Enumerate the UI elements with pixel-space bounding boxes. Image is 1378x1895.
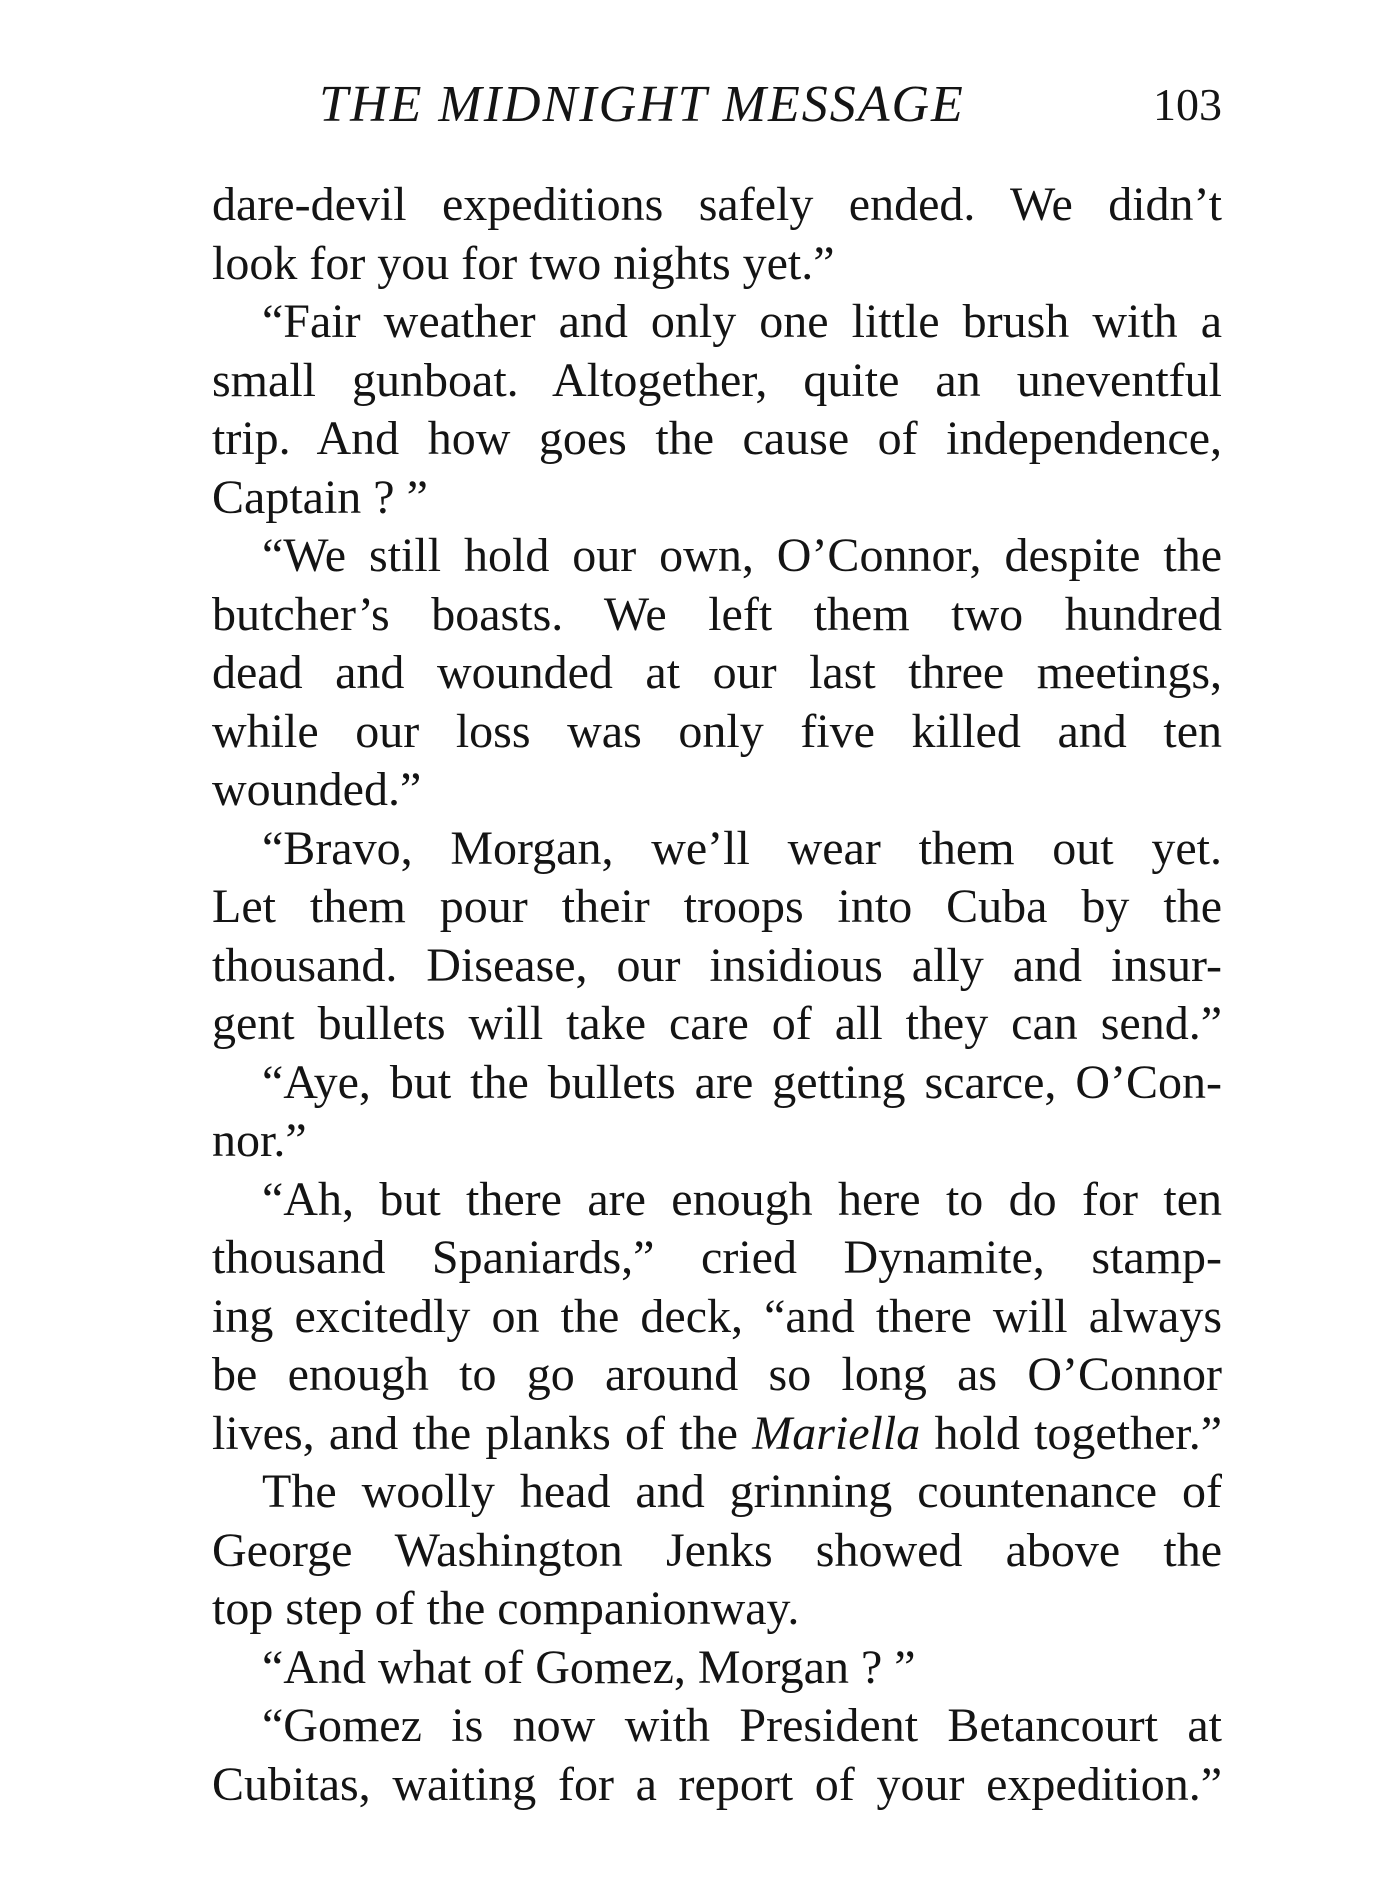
- text-line: top step of the companionway.: [212, 1582, 800, 1635]
- text-line: while our loss was only five killed and ten: [212, 704, 1222, 758]
- text-line: nor.”: [212, 1114, 307, 1167]
- running-head: [212, 70, 1222, 140]
- text-line: dead and wounded at our last three meetings,: [212, 646, 1222, 699]
- text-line: “Gomez is now with President Betancourt at: [262, 1699, 1222, 1752]
- text-line: “We still hold our own, O’Connor, despite the: [262, 529, 1222, 582]
- text-line: “And what of Gomez, Morgan ? ”: [262, 1640, 916, 1694]
- text-line: dare-devil expeditions safely ended. We didn’t: [212, 178, 1222, 231]
- text-segment: lives, and the planks of the: [212, 1406, 738, 1460]
- text-line: thousand. Disease, our insidious ally and insur-: [212, 938, 1222, 992]
- text-line: Captain ? ”: [212, 470, 428, 524]
- text-line: thousand Spaniards,” cried Dynamite, stamp-: [212, 1231, 1222, 1284]
- text-line: Let them pour their troops into Cuba by the: [212, 880, 1222, 933]
- text-line: butcher’s boasts. We left them two hundred: [212, 587, 1222, 641]
- text-line: small gunboat. Altogether, quite an uneventful: [212, 353, 1222, 407]
- text-line: wounded.”: [212, 763, 422, 816]
- ship-name: Mariella: [752, 1406, 921, 1460]
- text-line: [212, 1405, 1222, 1464]
- running-title: THE MIDNIGHT MESSAGE: [319, 76, 965, 133]
- text-line: “Aye, but the bullets are getting scarce, O’Con-: [262, 1055, 1222, 1109]
- text-line: “Bravo, Morgan, we’ll wear them out yet.: [262, 821, 1222, 875]
- text-line: The woolly head and grinning countenance of: [262, 1465, 1222, 1518]
- text-line: be enough to go around so long as O’Connor: [212, 1348, 1222, 1401]
- page-number: 103: [1153, 79, 1222, 130]
- text-line: Cubitas, waiting for a report of your expedition.”: [212, 1757, 1222, 1811]
- body-text: [212, 176, 1222, 1814]
- text-line: look for you for two nights yet.”: [212, 236, 835, 290]
- text-line: ing excitedly on the deck, “and there will always: [212, 1289, 1222, 1343]
- text-line: “Ah, but there are enough here to do for ten: [262, 1172, 1222, 1226]
- text-line: gent bullets will take care of all they can send.”: [212, 997, 1222, 1050]
- text-line: trip. And how goes the cause of independence,: [212, 412, 1222, 465]
- text-line: “Fair weather and only one little brush with a: [262, 295, 1222, 348]
- text-segment: hold together.”: [934, 1406, 1222, 1460]
- text-line: George Washington Jenks showed above the: [212, 1523, 1222, 1577]
